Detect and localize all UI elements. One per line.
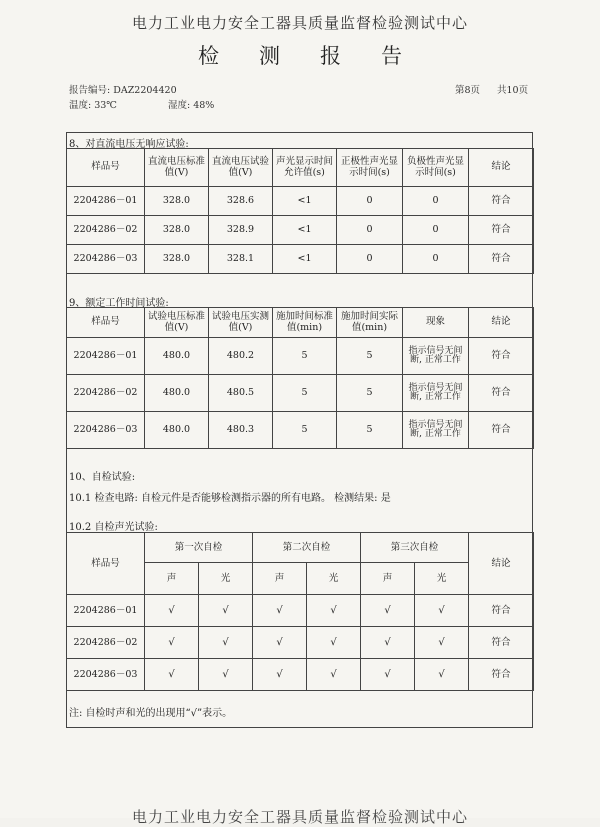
table-cell: 2204286－01 bbox=[67, 187, 145, 216]
table-header-row bbox=[67, 308, 534, 338]
page-total: 共10页 bbox=[497, 85, 529, 96]
header-cell: 正极性声光显示时间(s) bbox=[337, 149, 403, 187]
header-cell: 样品号 bbox=[67, 533, 145, 595]
header-cell: 第三次自检 bbox=[361, 533, 469, 563]
table-cell: 480.0 bbox=[145, 412, 209, 449]
table-cell: 5 bbox=[273, 338, 337, 375]
table-row bbox=[67, 627, 534, 659]
table-row bbox=[67, 187, 534, 216]
table-cell: 符合 bbox=[469, 187, 534, 216]
table-cell: <1 bbox=[273, 216, 337, 245]
table-cell: <1 bbox=[273, 187, 337, 216]
header-cell: 负极性声光显示时间(s) bbox=[403, 149, 469, 187]
table-cell: 0 bbox=[337, 245, 403, 274]
check-mark: √ bbox=[253, 627, 307, 659]
check-mark: √ bbox=[199, 595, 253, 627]
table-row bbox=[67, 659, 534, 691]
table-cell: 2204286－02 bbox=[67, 627, 145, 659]
check-mark: √ bbox=[361, 627, 415, 659]
check-mark: √ bbox=[199, 659, 253, 691]
header-cell: 结论 bbox=[469, 533, 534, 595]
table-cell: 0 bbox=[403, 187, 469, 216]
table-cell: 符合 bbox=[469, 338, 534, 375]
table-cell: 328.0 bbox=[145, 245, 209, 274]
table-row bbox=[67, 375, 534, 412]
table-row bbox=[67, 216, 534, 245]
table-cell: 2204286－03 bbox=[67, 412, 145, 449]
table-cell: 480.2 bbox=[209, 338, 273, 375]
table-cell: 328.0 bbox=[145, 216, 209, 245]
table-cell: 328.0 bbox=[145, 187, 209, 216]
self-test-table bbox=[66, 532, 534, 691]
table-cell: 5 bbox=[337, 412, 403, 449]
header-cell: 声光显示时间允许值(s) bbox=[273, 149, 337, 187]
header-cell: 光 bbox=[199, 563, 253, 595]
check-mark: √ bbox=[415, 627, 469, 659]
temperature: 温度: 33℃ bbox=[69, 100, 117, 111]
section-10-1-text: 10.1 检查电路: 自检元件是否能够检测指示器的所有电路。 检测结果: 是 bbox=[69, 493, 391, 504]
header-cell: 样品号 bbox=[67, 308, 145, 338]
note-text: 注: 自检时声和光的出现用“√”表示。 bbox=[69, 708, 233, 719]
check-mark: √ bbox=[361, 595, 415, 627]
header-cell: 第二次自检 bbox=[253, 533, 361, 563]
table-cell: 符合 bbox=[469, 659, 534, 691]
header-cell: 第一次自检 bbox=[145, 533, 253, 563]
header-cell: 施加时间实际值(min) bbox=[337, 308, 403, 338]
table-cell: 328.9 bbox=[209, 216, 273, 245]
table-cell: 0 bbox=[337, 187, 403, 216]
check-mark: √ bbox=[145, 627, 199, 659]
header-cell: 声 bbox=[145, 563, 199, 595]
table-row bbox=[67, 338, 534, 375]
table-cell: 2204286－03 bbox=[67, 659, 145, 691]
header-cell: 结论 bbox=[469, 149, 534, 187]
header-cell: 光 bbox=[415, 563, 469, 595]
header-cell: 施加时间标准值(min) bbox=[273, 308, 337, 338]
table-row bbox=[67, 412, 534, 449]
header-cell: 样品号 bbox=[67, 149, 145, 187]
table-cell: 2204286－02 bbox=[67, 375, 145, 412]
table-cell: 指示信号无间断, 正常工作 bbox=[403, 375, 469, 412]
table-cell: 符合 bbox=[469, 595, 534, 627]
section-10-title: 10、自检试验: bbox=[69, 472, 136, 483]
check-mark: √ bbox=[145, 659, 199, 691]
table-cell: 0 bbox=[403, 216, 469, 245]
header-cell: 直流电压标准值(V) bbox=[145, 149, 209, 187]
page-number: 第8页 bbox=[455, 85, 481, 96]
header-cell: 直流电压试验值(V) bbox=[209, 149, 273, 187]
table-cell: 符合 bbox=[469, 627, 534, 659]
table-row bbox=[67, 595, 534, 627]
table-header-row bbox=[67, 149, 534, 187]
report-title: 检测报告 bbox=[198, 44, 442, 68]
humidity: 湿度: 48% bbox=[168, 100, 215, 111]
table-cell: 480.0 bbox=[145, 338, 209, 375]
table-cell: 指示信号无间断, 正常工作 bbox=[403, 412, 469, 449]
section-9-title: 9、额定工作时间试验: bbox=[69, 298, 169, 309]
table-cell: 2204286－02 bbox=[67, 216, 145, 245]
check-mark: √ bbox=[415, 659, 469, 691]
header-cell: 结论 bbox=[469, 308, 534, 338]
header-cell: 光 bbox=[307, 563, 361, 595]
check-mark: √ bbox=[307, 627, 361, 659]
table-cell: 5 bbox=[337, 338, 403, 375]
table-cell: 480.5 bbox=[209, 375, 273, 412]
header-cell: 声 bbox=[361, 563, 415, 595]
table-cell: 指示信号无间断, 正常工作 bbox=[403, 338, 469, 375]
check-mark: √ bbox=[253, 595, 307, 627]
header-cell: 声 bbox=[253, 563, 307, 595]
table-cell: 480.0 bbox=[145, 375, 209, 412]
table-header-row bbox=[67, 533, 534, 563]
table-cell: 符合 bbox=[469, 375, 534, 412]
check-mark: √ bbox=[253, 659, 307, 691]
table-cell: 328.1 bbox=[209, 245, 273, 274]
table-cell: 2204286－01 bbox=[67, 338, 145, 375]
table-cell: 符合 bbox=[469, 412, 534, 449]
header-cell: 现象 bbox=[403, 308, 469, 338]
table-cell: 符合 bbox=[469, 216, 534, 245]
header-cell: 试验电压实测值(V) bbox=[209, 308, 273, 338]
table-cell: 2204286－01 bbox=[67, 595, 145, 627]
report-number: 报告编号: DAZ2204420 bbox=[69, 85, 177, 96]
table-cell: 0 bbox=[337, 216, 403, 245]
check-mark: √ bbox=[415, 595, 469, 627]
table-row bbox=[67, 245, 534, 274]
check-mark: √ bbox=[199, 627, 253, 659]
table-cell: 符合 bbox=[469, 245, 534, 274]
table-cell: 2204286－03 bbox=[67, 245, 145, 274]
dc-voltage-table bbox=[66, 148, 534, 274]
table-cell: 5 bbox=[273, 412, 337, 449]
table-cell: 0 bbox=[403, 245, 469, 274]
table-cell: 5 bbox=[337, 375, 403, 412]
section-8-title: 8、对直流电压无响应试验: bbox=[69, 139, 189, 150]
check-mark: √ bbox=[361, 659, 415, 691]
check-mark: √ bbox=[307, 659, 361, 691]
section-10-2-title: 10.2 自检声光试验: bbox=[69, 522, 158, 533]
header-cell: 试验电压标准值(V) bbox=[145, 308, 209, 338]
check-mark: √ bbox=[307, 595, 361, 627]
table-cell: 5 bbox=[273, 375, 337, 412]
organization-header: 电力工业电力安全工器具质量监督检验测试中心 bbox=[131, 14, 468, 32]
table-cell: <1 bbox=[273, 245, 337, 274]
table-cell: 480.3 bbox=[209, 412, 273, 449]
table-cell: 328.6 bbox=[209, 187, 273, 216]
next-page-header: 电力工业电力安全工器具质量监督检验测试中心 bbox=[131, 808, 468, 826]
rated-time-table bbox=[66, 307, 534, 449]
check-mark: √ bbox=[145, 595, 199, 627]
